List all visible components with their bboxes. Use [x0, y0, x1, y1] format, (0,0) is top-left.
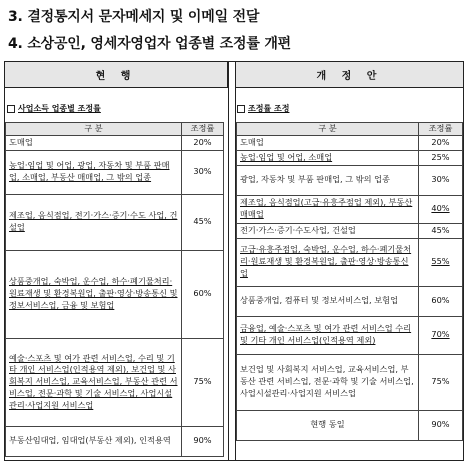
header-rate: 조정률 — [419, 123, 463, 136]
section-title-text: 사업소득 업종별 조정률 — [18, 104, 101, 113]
row-text-underlined: 농업·임업 및 어업, 소매업 — [240, 151, 333, 162]
table-row-rate: 75% — [182, 338, 224, 426]
table-row-text: 현행 동일 — [237, 410, 419, 440]
row-text-underlined: 상품중개업, 숙박업, 운수업, 하수·폐기물처리·원료재생 및 환경복원업, 출판·영상·방송통신 및 정보서비스업, 금융 및 보험업 — [9, 276, 178, 311]
row-text-underlined: 농업·임업 및 어업, 광업, 자동차 및 부품 판매업, 소매업, 부동산 매매업, 그 밖의 업종 — [9, 160, 170, 183]
section-title-current — [7, 103, 101, 114]
proposed-rate-table — [236, 122, 463, 441]
table-row-rate: 90% — [182, 426, 224, 456]
table-row-text: 보건업 및 사회복지 서비스업, 교육서비스업, 부동산 관련 서비스업, 전문·과학 및 기술 서비스업, 사업시설관리·사업지원 서비스업 — [237, 354, 419, 410]
column-header-current: 현 행 — [5, 62, 228, 88]
table-row-text — [237, 150, 419, 165]
table-row-text: 도매업 — [6, 135, 182, 150]
table-row-text — [237, 316, 419, 354]
table-row-text — [6, 150, 182, 194]
table-row-rate: 30% — [419, 165, 463, 195]
section-title-text: 조정률 조정 — [248, 104, 290, 113]
table-row-rate — [419, 238, 463, 286]
row-text-underlined: 금융업, 예술·스포츠 및 여가 관련 서비스업 수리 및 기타 개인 서비스업(인적용역 제외) — [240, 323, 412, 346]
checkbox-square-icon — [237, 105, 245, 113]
row-text-underlined: 예술·스포츠 및 여가 관련 서비스업, 수리 및 기타 개인 서비스업(인적용역 제외), 보건업 및 사회복지 서비스업, 교육서비스업, 부동산 관련 서비스업, 전문·과학 및 기술 서비스업, 사업시설관리·사업지원 서비스업 — [9, 352, 178, 411]
header-category: 구 분 — [6, 123, 182, 136]
table-row-text — [6, 338, 182, 426]
table-row-text — [6, 194, 182, 250]
table-row-text: 광업, 자동차 및 부품 판매업, 그 밖의 업종 — [237, 165, 419, 195]
table-row-rate: 30% — [182, 150, 224, 194]
section-title-proposed — [237, 103, 289, 114]
divider-left — [228, 62, 229, 460]
table-row-rate — [419, 195, 463, 223]
table-row-rate: 45% — [419, 223, 463, 238]
heading-4: 4. 소상공인, 영세자영업자 업종별 조정률 개편 — [8, 36, 291, 52]
table-row-rate — [419, 316, 463, 354]
table-row-text — [237, 238, 419, 286]
header-rate: 조정률 — [182, 123, 224, 136]
table-row-text: 부동산임대업, 임대업(부동산 제외), 인적용역 — [6, 426, 182, 456]
rate-underlined: 70% — [431, 329, 450, 340]
table-row-rate: 25% — [419, 150, 463, 165]
column-header-proposed: 개 정 안 — [235, 62, 463, 88]
rate-underlined: 55% — [431, 256, 450, 267]
heading-3: 3. 결정통지서 문자메세지 및 이메일 전달 — [8, 9, 260, 25]
table-row-rate: 45% — [182, 194, 224, 250]
table-row-rate: 20% — [419, 135, 463, 150]
header-category: 구 분 — [237, 123, 419, 136]
row-text-underlined: 제조업, 음식점업(고급·유흥주점업 제외), 부동산매매업 — [240, 197, 413, 220]
table-row-text — [237, 195, 419, 223]
row-text-underlined: 제조업, 음식점업, 전기·가스·증기·수도 사업, 건설업 — [9, 210, 178, 233]
table-row-rate: 60% — [419, 286, 463, 316]
table-row-text: 도매업 — [237, 135, 419, 150]
column-gap — [228, 62, 235, 460]
table-row-rate: 20% — [182, 135, 224, 150]
table-row-text: 상품중개업, 컴퓨터 및 정보서비스업, 보험업 — [237, 286, 419, 316]
rate-underlined: 40% — [431, 203, 450, 214]
current-rate-table — [5, 122, 224, 457]
table-row-rate: 90% — [419, 410, 463, 440]
row-text-underlined: 고급·유흥주점업, 숙박업, 운수업, 하수·폐기물처리·원료재생 및 환경복원업, 출판·영상·방송통신업 — [240, 244, 412, 278]
table-row-text — [6, 250, 182, 338]
table-row-rate: 60% — [182, 250, 224, 338]
checkbox-square-icon — [7, 105, 15, 113]
table-row-text: 전기·가스·증기·수도사업, 건설업 — [237, 223, 419, 238]
table-row-rate: 75% — [419, 354, 463, 410]
